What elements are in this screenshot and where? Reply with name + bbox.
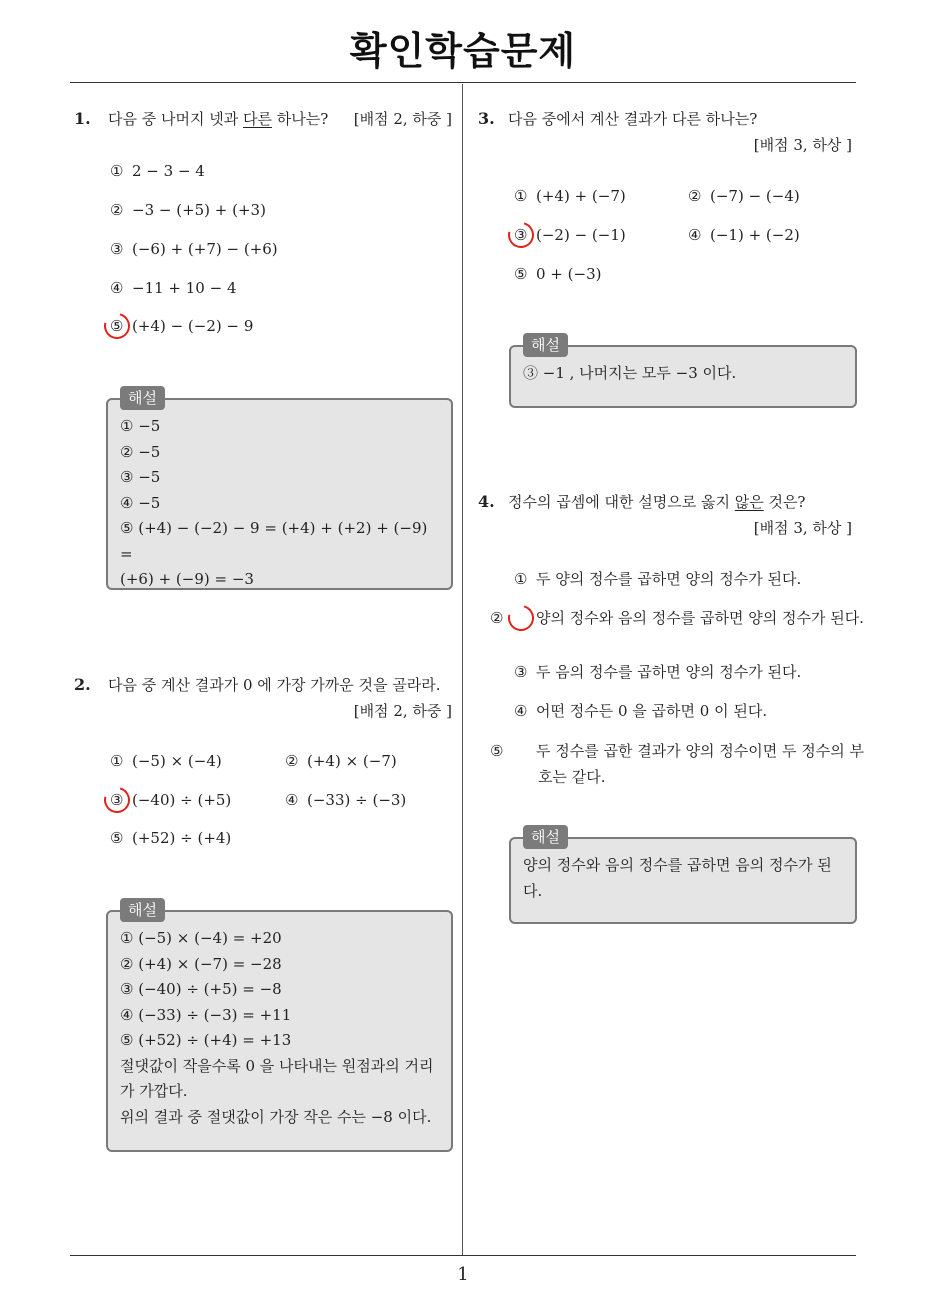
q2-option-4[interactable]: ④ (−33) ÷ (−3) (285, 791, 407, 809)
question-meta: [배점 3, 하상 ] (753, 136, 852, 154)
solution-line: 양의 정수와 음의 정수를 곱하면 음의 정수가 된 (523, 856, 832, 874)
q2-option-3[interactable]: ③ (−40) ÷ (+5) (110, 791, 232, 809)
page-title: 확인학습문제 (349, 29, 577, 73)
q1-option-2[interactable]: ② −3 − (+5) + (+3) (110, 201, 266, 219)
question-meta: [배점 2, 하중 ] (353, 702, 452, 720)
solution-line: 절댓값이 작을수록 0 을 나타내는 원점과의 거리 (120, 1056, 434, 1075)
solution-tag: 해설 (523, 333, 568, 357)
solution-line: ① −5 (120, 417, 161, 435)
solution-tag: 해설 (523, 825, 568, 849)
solution-line: ② −5 (120, 442, 161, 461)
solution-line: 가 가깝다. (120, 1082, 188, 1100)
top-rule (70, 82, 856, 83)
solution-line: ④ (−33) ÷ (−3) = +11 (120, 1005, 292, 1024)
page-number: 1 (457, 1264, 469, 1285)
q3-option-5[interactable]: ⑤ 0 + (−3) (514, 265, 602, 283)
q3-solution-box (509, 336, 857, 408)
solution-line: ④ −5 (120, 493, 161, 512)
question-stem: 다음 중 계산 결과가 0 에 가장 가까운 것을 골라라. (108, 676, 441, 694)
solution-line: ③ (−40) ÷ (+5) = −8 (120, 980, 282, 998)
q4-option-2[interactable]: ② 양의 정수와 음의 정수를 곱하면 양의 정수가 된다. (490, 609, 864, 627)
q1-option-4[interactable]: ④ −11 + 10 − 4 (110, 279, 237, 297)
question-stem: 다음 중 나머지 넷과 다른 하나는? (108, 110, 329, 128)
q4-option-1[interactable]: ① 두 양의 정수를 곱하면 양의 정수가 된다. (514, 570, 802, 588)
q2-option-1[interactable]: ① (−5) × (−4) (110, 752, 222, 770)
question-4 (478, 491, 852, 541)
solution-line: ① (−5) × (−4) = +20 (120, 929, 282, 947)
solution-line: ③ −1 , 나머지는 모두 −3 이다. (523, 364, 737, 382)
q1-solution-box (106, 389, 453, 590)
q1-option-5[interactable]: ⑤ (+4) − (−2) − 9 (110, 317, 254, 335)
q2-option-5[interactable]: ⑤ (+52) ÷ (+4) (110, 829, 232, 847)
answer-circle-mark (99, 782, 135, 818)
bottom-rule (70, 1255, 856, 1256)
q3-option-3[interactable]: ③ (−2) − (−1) (514, 226, 626, 244)
q4-solution-box (509, 828, 857, 924)
answer-circle-mark (99, 308, 135, 344)
question-stem: 정수의 곱셈에 대한 설명으로 옳지 않은 것은? (508, 493, 806, 511)
question-number: 2. (74, 675, 91, 694)
q1-option-3[interactable]: ③ (−6) + (+7) − (+6) (110, 240, 278, 258)
q4-option-5[interactable]: ⑤ 두 정수를 곱한 결과가 양의 정수이면 두 정수의 부호는 같다. (490, 742, 864, 786)
q3-option-1[interactable]: ① (+4) + (−7) (514, 187, 626, 205)
q1-option-1[interactable]: ① 2 − 3 − 4 (110, 162, 205, 180)
question-2 (74, 674, 456, 724)
solution-line: 위의 결과 중 절댓값이 가장 작은 수는 −8 이다. (120, 1107, 432, 1126)
question-number: 3. (478, 109, 495, 128)
question-stem: 다음 중에서 계산 결과가 다른 하나는? (508, 110, 758, 128)
solution-tag: 해설 (120, 386, 165, 410)
question-number: 4. (478, 492, 495, 511)
solution-line: ③ −5 (120, 468, 161, 486)
solution-line: ⑤ (+52) ÷ (+4) = +13 (120, 1031, 292, 1049)
solution-tag: 해설 (120, 898, 165, 922)
question-meta: [배점 2, 하중 ] (353, 110, 452, 128)
question-number: 1. (74, 109, 91, 128)
q3-option-4[interactable]: ④ (−1) + (−2) (688, 226, 800, 244)
q3-option-2[interactable]: ② (−7) − (−4) (688, 187, 800, 205)
q2-solution-box (106, 901, 453, 1152)
column-divider (462, 84, 463, 1256)
question-3 (478, 108, 852, 158)
question-meta: [배점 3, 하상 ] (753, 519, 852, 537)
q4-option-3[interactable]: ③ 두 음의 정수를 곱하면 양의 정수가 된다. (514, 663, 802, 681)
solution-line: 다. (523, 881, 543, 900)
solution-line: ⑤ (+4) − (−2) − 9 = (+4) + (+2) + (−9) = (120, 519, 428, 563)
solution-line: (+6) + (−9) = −3 (120, 570, 254, 588)
q2-option-2[interactable]: ② (+4) × (−7) (285, 752, 397, 770)
solution-line: ② (+4) × (−7) = −28 (120, 954, 282, 973)
answer-circle-mark (503, 217, 539, 253)
question-1 (74, 108, 452, 132)
q4-option-4[interactable]: ④ 어떤 정수든 0 을 곱하면 0 이 된다. (514, 702, 768, 720)
